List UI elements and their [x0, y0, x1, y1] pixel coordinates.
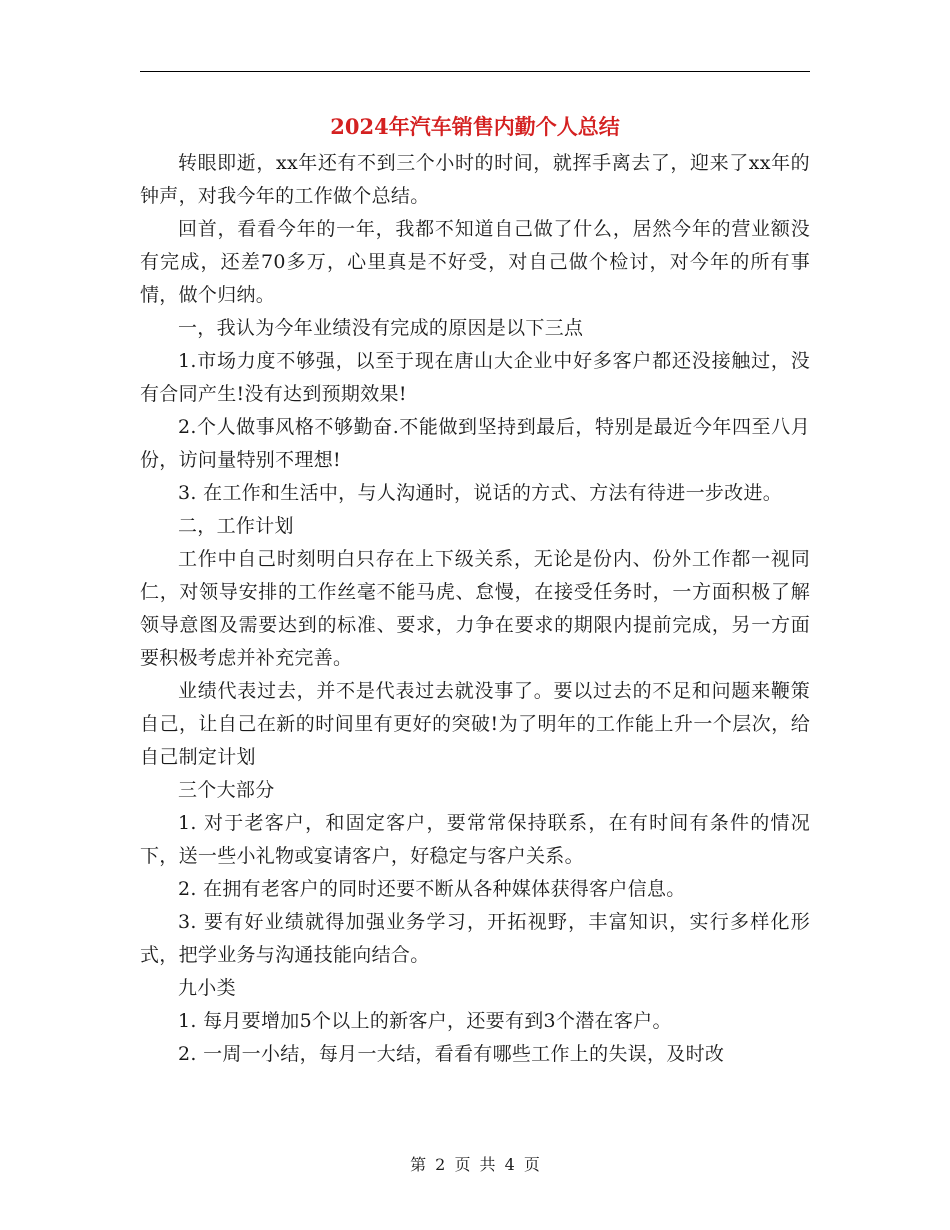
list-item: 2. 在拥有老客户的同时还要不断从各种媒体获得客户信息。 — [178, 878, 686, 900]
list-item: 1. 对于老客户，和固定客户，要常常保持联系，在有时间有条件的情况下，送一些小礼物或宴请客户，好稳定与客户关系。 — [140, 812, 810, 867]
list-item: 3. 在工作和生活中，与人沟通时，说话的方式、方法有待进一步改进。 — [178, 482, 783, 504]
section-heading: 二，工作计划 — [178, 515, 294, 537]
body-paragraph: 工作中自己时刻明白只存在上下级关系，无论是份内、份外工作都一视同仁，对领导安排的工作丝毫不能马虎、怠慢，在接受任务时，一方面积极了解领导意图及需要达到的标准、要求，力争在要求的期限内提前完成，另一方面要积极考虑并补充完善。 — [140, 548, 810, 669]
body-paragraph: 转眼即逝，xx年还有不到三个小时的时间，就挥手离去了，迎来了xx年的钟声，对我今年的工作做个总结。 — [140, 152, 810, 207]
header-rule — [140, 71, 810, 72]
list-item: 2.个人做事风格不够勤奋.不能做到坚持到最后，特别是最近今年四至八月份，访问量特别不理想! — [140, 416, 810, 471]
document-body — [140, 147, 810, 1071]
body-paragraph: 业绩代表过去，并不是代表过去就没事了。要以过去的不足和问题来鞭策自己，让自己在新的时间里有更好的突破!为了明年的工作能上升一个层次，给自己制定计划 — [140, 680, 810, 768]
list-item: 2. 一周一小结，每月一大结，看看有哪些工作上的失误，及时改 — [178, 1043, 725, 1065]
list-item: 1.市场力度不够强，以至于现在唐山大企业中好多客户都还没接触过，没有合同产生!没有达到预期效果! — [140, 350, 810, 405]
body-paragraph: 回首，看看今年的一年，我都不知道自己做了什么，居然今年的营业额没有完成，还差70多万，心里真是不好受，对自己做个检讨，对今年的所有事情，做个归纳。 — [140, 218, 810, 306]
list-item: 3. 要有好业绩就得加强业务学习，开拓视野，丰富知识，实行多样化形式，把学业务与沟通技能向结合。 — [140, 911, 810, 966]
list-item: 1. 每月要增加5个以上的新客户，还要有到3个潜在客户。 — [178, 1010, 672, 1032]
page-footer: 第 2 页 共 4 页 — [410, 1155, 540, 1174]
document-title: 2024年汽车销售内勤个人总结 — [330, 114, 620, 139]
section-heading: 一，我认为今年业绩没有完成的原因是以下三点 — [178, 317, 584, 339]
subsection-heading: 三个大部分 — [178, 779, 275, 801]
subsection-heading: 九小类 — [178, 977, 236, 999]
